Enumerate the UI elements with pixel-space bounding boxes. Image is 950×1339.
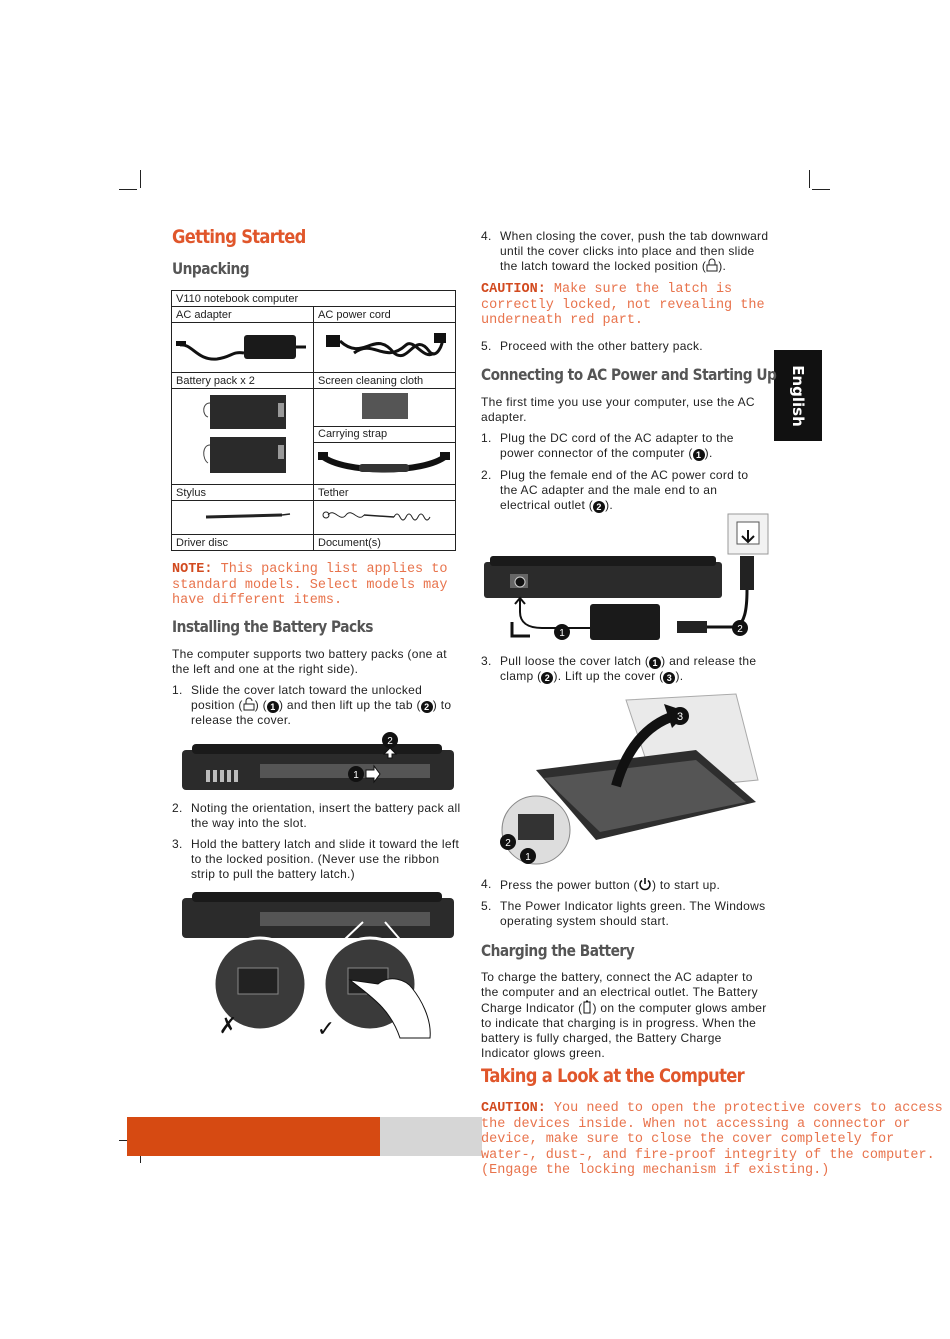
heading-taking-look: Taking a Look at the Computer: [481, 1065, 744, 1087]
step-text: ).: [704, 446, 713, 460]
step-text: The Power Indicator lights green. The Windows operating system should start.: [500, 899, 766, 928]
heading-connecting-ac: Connecting to AC Power and Starting Up: [481, 365, 777, 384]
ac-adapter-image: [172, 323, 314, 373]
step-text: ) to release the cover.: [191, 698, 452, 727]
footer-bar-gray: [380, 1117, 482, 1156]
charging-text-part: To charge the battery, connect the AC adapter to the computer and an electrical outlet. The Battery Charge Indicator (: [481, 970, 758, 1015]
install-step-1: [172, 683, 462, 728]
heading-installing-battery: Installing the Battery Packs: [172, 617, 373, 636]
cross-mark: ✗: [218, 1014, 238, 1039]
check-mark: ✓: [316, 1017, 336, 1042]
step-text: Proceed with the other battery pack.: [500, 339, 703, 353]
step-text: ).: [675, 669, 684, 683]
connect-step-1: [481, 431, 769, 463]
battery-cover-illustration: [180, 730, 456, 792]
step-text: ) to start up.: [651, 878, 721, 892]
caution-text: Make sure the latch is correctly locked, not revealing the underneath red part.: [481, 282, 765, 328]
step-number: 3.: [481, 654, 492, 668]
stylus-image: [172, 501, 314, 535]
power-icon: [638, 878, 652, 892]
power-cord-image: [314, 323, 456, 373]
charging-text-part: ) on the computer glows amber to indicate that charging is in progress. When the battery is fully charged, the Battery Charge Indicator glows green.: [481, 1001, 767, 1060]
battery-charge-icon: [582, 1001, 592, 1015]
step-number: 2.: [481, 468, 492, 482]
heading-unpacking: Unpacking: [172, 259, 250, 278]
install-step-3: [172, 837, 462, 882]
callout-1: 1: [267, 701, 279, 713]
ac-connection-illustration: [482, 512, 772, 647]
pack-item-power-cord: AC power cord: [314, 307, 456, 323]
step-text: ). Lift up the cover (: [553, 669, 664, 683]
crop-mark: [140, 170, 141, 188]
tether-image: [314, 501, 456, 535]
svg-text:1: 1: [353, 770, 359, 781]
callout-2: 2: [421, 701, 433, 713]
footer-bar-orange: [127, 1117, 380, 1156]
caution-label: CAUTION:: [481, 282, 546, 297]
step-text: ) (: [254, 698, 267, 712]
connect-step-4: [481, 877, 769, 895]
lock-icon: [706, 259, 718, 273]
step-number: 2.: [172, 801, 183, 815]
connect-step-2: [481, 468, 769, 514]
step-text: Plug the DC cord of the AC adapter to the power connector of the computer (: [500, 431, 734, 460]
pack-item-cleaning-cloth: Screen cleaning cloth: [314, 373, 456, 389]
caution-text: You need to open the protective covers to access the devices inside. When not accessing a connector or device, make sure to close the cover completely for water-, dust-, and fire-proof integrity of the computer. (Engage the locking mechanism if existing.): [481, 1101, 943, 1178]
step-text: ) and then lift up the tab (: [278, 698, 421, 712]
language-tab: [774, 350, 822, 441]
step-number: 1.: [172, 683, 183, 697]
note-label: NOTE:: [172, 562, 213, 577]
pack-item-carrying-strap: Carrying strap: [314, 426, 456, 443]
crop-mark: [119, 189, 137, 190]
heading-charging: Charging the Battery: [481, 941, 635, 960]
callout-3: 3: [676, 711, 684, 723]
step-text: Slide the cover latch toward the unlocked position (: [191, 683, 423, 712]
install-step-5: [481, 339, 769, 355]
step-text: ) and release the clamp (: [500, 654, 757, 683]
crop-mark: [809, 170, 810, 188]
note-packing-list: [172, 562, 462, 609]
callout-1: 1: [649, 657, 661, 669]
packing-list-table: [171, 290, 456, 551]
step-number: 1.: [481, 431, 492, 445]
step-text: Noting the orientation, insert the battery pack all the way into the slot.: [191, 801, 461, 830]
connect-step-3: [481, 654, 769, 686]
pack-item-documents: Document(s): [314, 535, 456, 551]
callout-2: 2: [593, 501, 605, 513]
heading-getting-started: Getting Started: [172, 226, 306, 248]
svg-text:2: 2: [387, 736, 393, 747]
callout-2: 2: [505, 838, 511, 849]
step-number: 5.: [481, 899, 492, 913]
pack-item-ac-adapter: AC adapter: [172, 307, 314, 323]
charging-text: [481, 970, 773, 1060]
callout-1: 1: [559, 628, 565, 639]
caution-latch: [481, 282, 771, 329]
crop-mark: [812, 189, 830, 190]
connect-step-5: [481, 899, 769, 931]
pack-item-notebook: V110 notebook computer: [172, 291, 456, 307]
install-intro: The computer supports two battery packs (one at the left and one at the right side).: [172, 647, 447, 676]
step-text: ).: [605, 498, 614, 512]
pack-item-tether: Tether: [314, 485, 456, 501]
language-tab-label: English: [789, 364, 807, 427]
step-number: 4.: [481, 877, 492, 891]
install-step-4: [481, 229, 769, 277]
pack-item-stylus: Stylus: [172, 485, 314, 501]
caution-covers: [481, 1101, 950, 1178]
pack-item-driver-disc: Driver disc: [172, 535, 314, 551]
step-text: Pull loose the cover latch (: [500, 654, 650, 668]
pack-item-battery: Battery pack x 2: [172, 373, 314, 389]
step-text: Plug the female end of the AC power cord to the AC adapter and the male end to an electrical outlet (: [500, 468, 749, 512]
carrying-strap-image: [314, 443, 456, 485]
step-number: 5.: [481, 339, 492, 353]
battery-pack-image: [172, 389, 314, 485]
cleaning-cloth-image: [314, 389, 456, 427]
step-number: 3.: [172, 837, 183, 851]
install-step-2: [172, 801, 462, 831]
open-cover-illustration: [496, 690, 760, 868]
connect-intro: The first time you use your computer, use the AC adapter.: [481, 395, 755, 424]
callout-1: 1: [693, 449, 705, 461]
step-text: Hold the battery latch and slide it toward the left to the locked position. (Never use the ribbon strip to pull the battery latch.): [191, 837, 460, 881]
step-text: When closing the cover, push the tab downward until the cover clicks into place and then slide the latch toward the locked position (: [500, 229, 769, 273]
callout-2: 2: [541, 672, 553, 684]
step-number: 4.: [481, 229, 492, 243]
unlock-icon: [243, 698, 255, 712]
step-text: ).: [718, 259, 727, 273]
caution-label: CAUTION:: [481, 1101, 546, 1116]
battery-latch-illustration: [180, 888, 456, 1058]
note-text: This packing list applies to standard models. Select models may have different items.: [172, 562, 448, 608]
callout-2: 2: [737, 624, 743, 635]
callout-3: 3: [663, 672, 675, 684]
callout-1: 1: [525, 852, 531, 863]
step-text: Press the power button (: [500, 878, 638, 892]
